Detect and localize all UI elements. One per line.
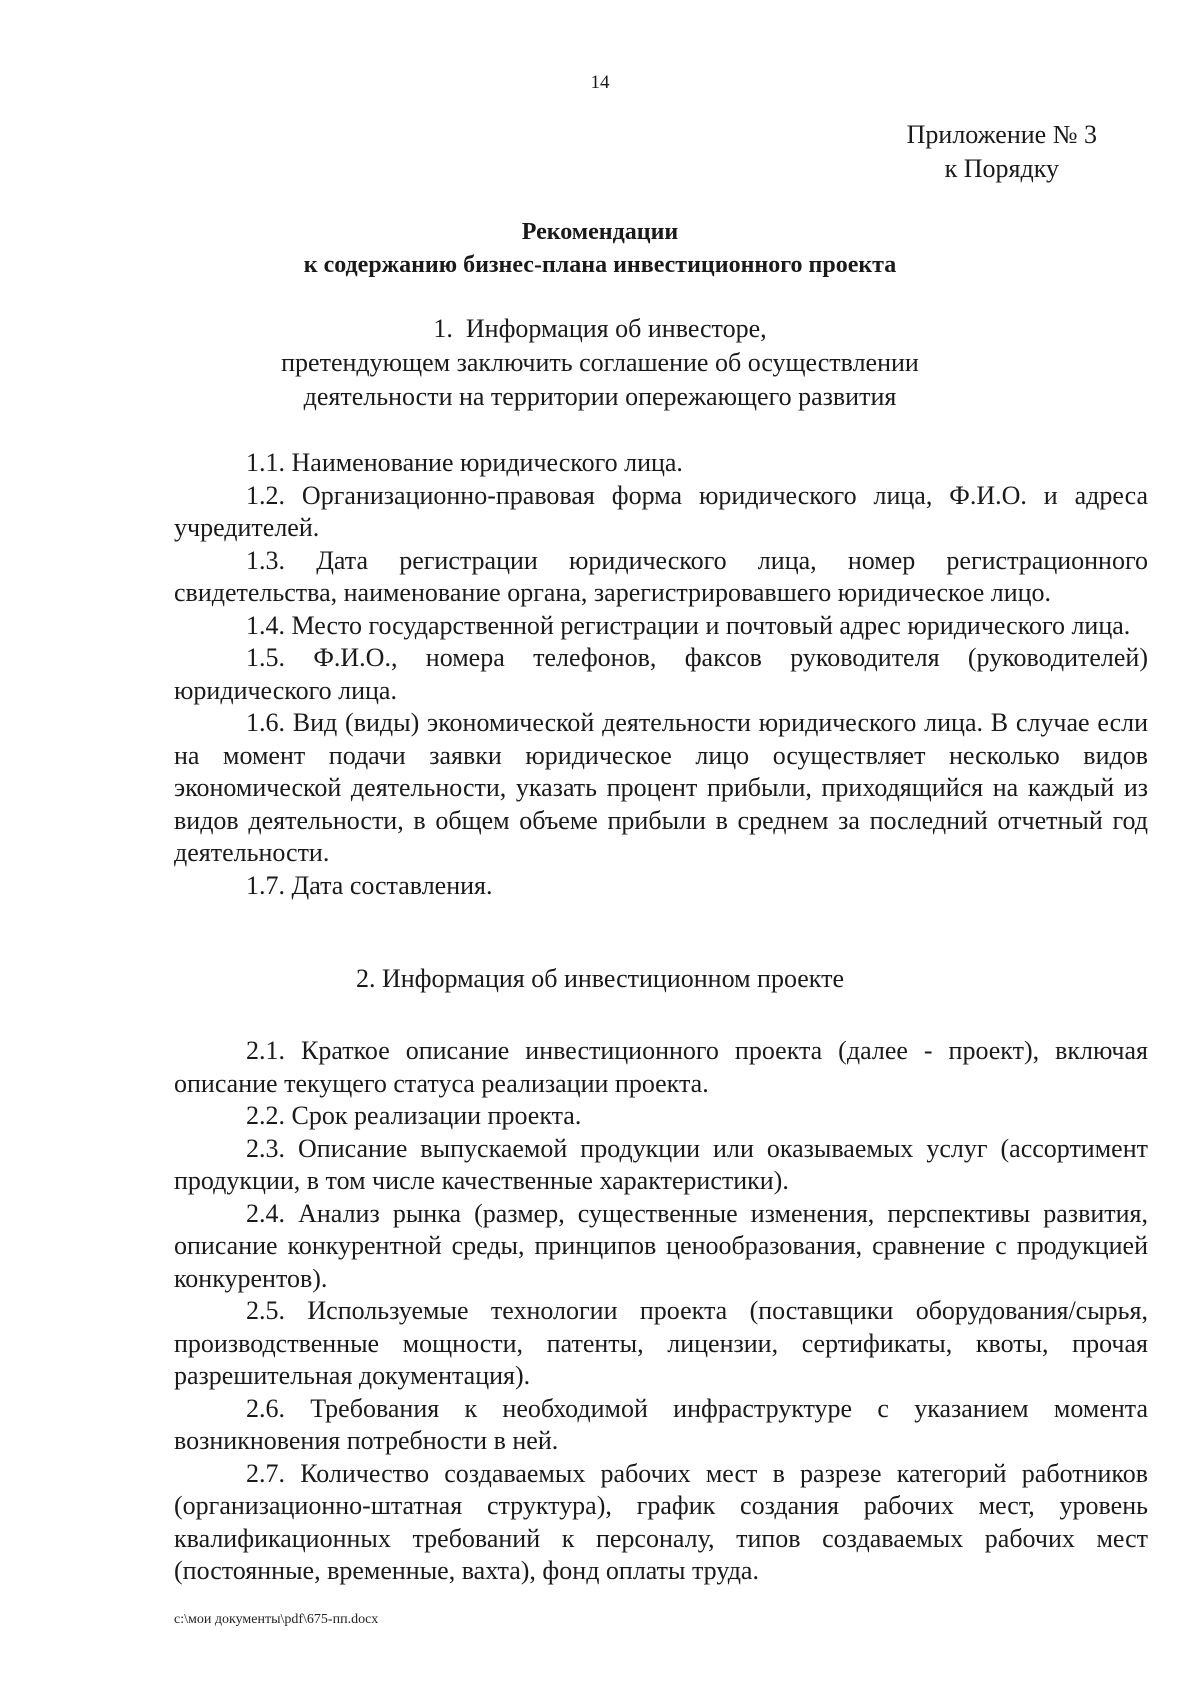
paragraph-1-6: 1.6. Вид (виды) экономической деятельности юридического лица. В случае если на момент подачи заявки юридическое лицо осуществляет несколько видов экономической деятельности, указать процент прибыли, приходящийся на каждый из видов деятельности, в общем объеме прибыли в среднем за последний отчетный год деятельности. — [174, 708, 1148, 867]
paragraph-2-5: 2.5. Используемые технологии проекта (поставщики оборудования/сырья, производственные мощности, патенты, лицензии, сертификаты, квоты, прочая разрешительная документация). — [174, 1296, 1148, 1390]
paragraph-1-2: 1.2. Организационно-правовая форма юридического лица, Ф.И.О. и адреса учредителей. — [174, 480, 1148, 542]
section-2-heading — [0, 962, 1200, 996]
section-1-items — [174, 447, 1148, 902]
section-2-heading-text: 2. Информация об инвестиционном проекте — [355, 964, 844, 993]
appendix-line-1: Приложение № 3 — [906, 120, 1097, 149]
paragraph-1-3: 1.3. Дата регистрации юридического лица, номер регистрационного свидетельства, наименование органа, зарегистрировавшего юридическое лицо. — [174, 545, 1148, 607]
section-2-items — [174, 1035, 1148, 1588]
paragraph-1-5: 1.5. Ф.И.О., номера телефонов, факсов руководителя (руководителей) юридического лица. — [174, 643, 1148, 705]
appendix-line-2: к Порядку — [944, 154, 1059, 183]
paragraph-2-1: 2.1. Краткое описание инвестиционного проекта (далее - проект), включая описание текущего статуса реализации проекта. — [174, 1036, 1148, 1098]
page-number: 14 — [590, 72, 610, 93]
paragraph-1-1: 1.1. Наименование юридического лица. — [246, 448, 683, 477]
document-title — [0, 216, 1200, 282]
paragraph-1-7: 1.7. Дата составления. — [246, 870, 493, 900]
file-path-footer: c:\мои документы\pdf\675-пп.docx — [174, 1612, 379, 1627]
paragraph-1-4: 1.4. Место государственной регистрации и почтовый адрес юридического лица. — [246, 610, 1131, 640]
paragraph-2-6: 2.6. Требования к необходимой инфраструктуре с указанием момента возникновения потребности в ней. — [174, 1393, 1148, 1455]
section-1-heading-line-2: претендующем заключить соглашение об осуществлении — [281, 348, 919, 377]
section-1-heading-line-3: деятельности на территории опережающего развития — [303, 382, 897, 411]
appendix-reference — [907, 118, 1097, 186]
section-1-heading-line-1: 1. Информация об инвесторе, — [433, 314, 767, 343]
title-line-1: Рекомендации — [521, 219, 679, 245]
paragraph-2-7: 2.7. Количество создаваемых рабочих мест в разрезе категорий работников (организационно-штатная структура), график создания рабочих мест, уровень квалификационных требований к персоналу, типов создаваемых рабочих мест (постоянные, временные, вахта), фонд оплаты труда. — [174, 1458, 1148, 1585]
title-line-2: к содержанию бизнес-плана инвестиционного проекта — [303, 252, 897, 278]
paragraph-2-2: 2.2. Срок реализации проекта. — [246, 1101, 582, 1130]
paragraph-2-3: 2.3. Описание выпускаемой продукции или оказываемых услуг (ассортимент продукции, в том числе качественные характеристики). — [174, 1133, 1148, 1195]
paragraph-2-4: 2.4. Анализ рынка (размер, существенные изменения, перспективы развития, описание конкурентной среды, принципов ценообразования, сравнение с продукцией конкурентов). — [174, 1198, 1148, 1293]
section-1-heading — [0, 312, 1200, 414]
